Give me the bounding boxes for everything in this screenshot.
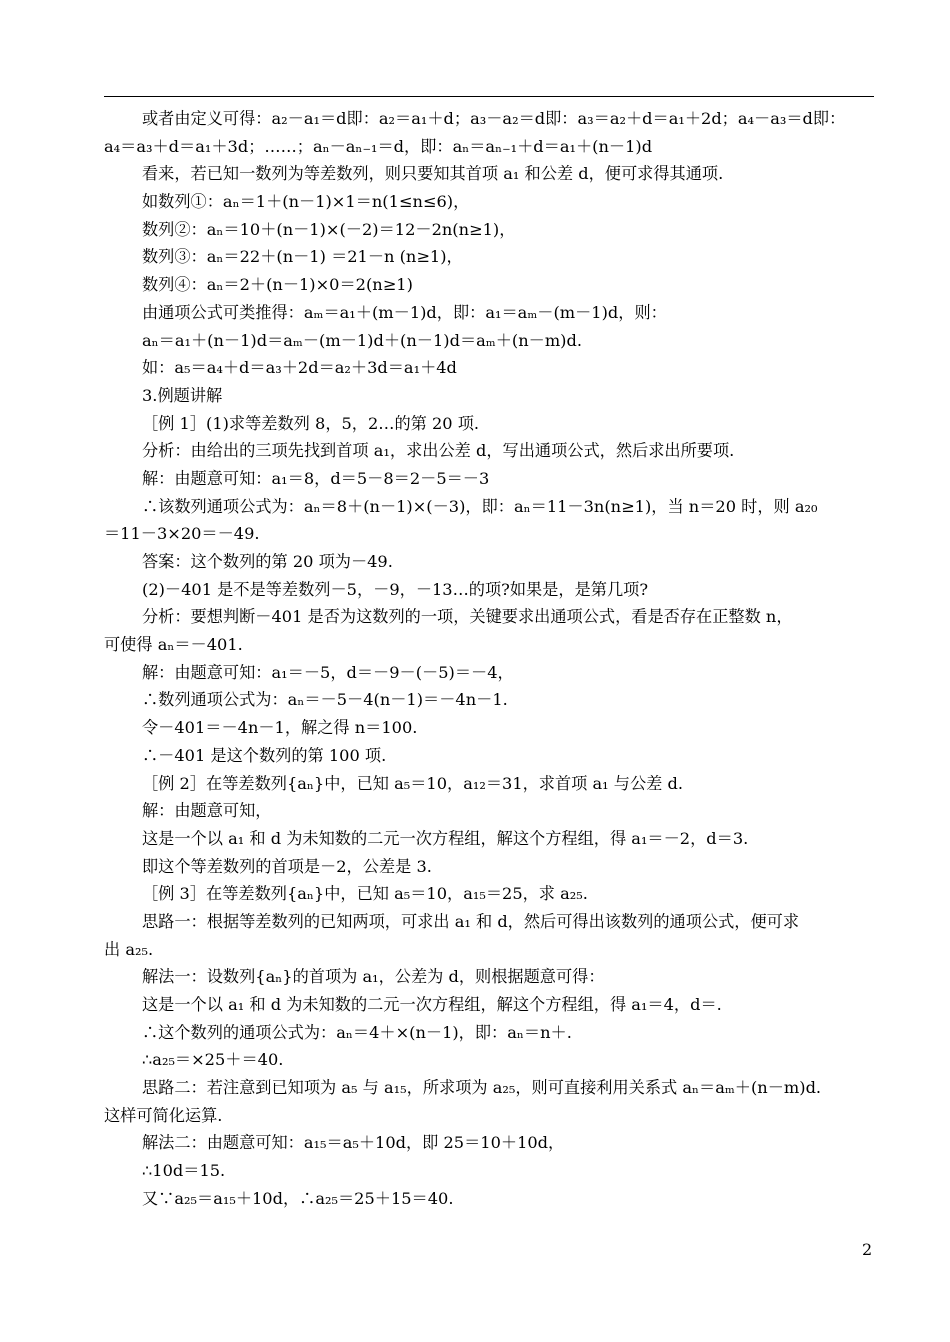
text-line: 解：由题意可知， xyxy=(142,801,272,821)
text-line: 数列②：aₙ＝10＋(n－1)×(－2)＝12－2n(n≥1)， xyxy=(142,219,516,239)
text-line: ［例 2］在等差数列{aₙ}中，已知 a₅＝10，a₁₂＝31，求首项 a₁ 与公差 d. xyxy=(142,773,684,793)
text-line: 分析：由给出的三项先找到首项 a₁，求出公差 d，写出通项公式，然后求出所要项. xyxy=(142,441,735,461)
text-line: ∴数列通项公式为：aₙ＝－5－4(n－1)＝－4n－1. xyxy=(142,690,508,710)
text-line: 可使得 aₙ＝－401. xyxy=(104,635,243,655)
text-line: ∴10d＝15. xyxy=(142,1161,226,1181)
text-line: 出 a₂₅. xyxy=(104,939,154,959)
text-line: ∴这个数列的通项公式为：aₙ＝4＋×(n－1)，即：aₙ＝n＋. xyxy=(142,1022,572,1042)
text-line: ∴该数列通项公式为：aₙ＝8＋(n－1)×(－3)，即：aₙ＝11－3n(n≥1)，当 n＝20 时，则 a₂₀ xyxy=(142,496,818,516)
text-line: ［例 3］在等差数列{aₙ}中，已知 a₅＝10，a₁₅＝25，求 a₂₅. xyxy=(142,884,588,904)
text-line: 或者由定义可得：a₂－a₁＝d即：a₂＝a₁＋d；a₃－a₂＝d即：a₃＝a₂＋d＝a₁＋2d；a₄－a₃＝d即： xyxy=(142,109,846,128)
text-line: 解法二：由题意可知：a₁₅＝a₅＋10d，即 25＝10＋10d， xyxy=(142,1133,565,1153)
text-line: 解：由题意可知：a₁＝8，d＝5－8＝2－5＝－3 xyxy=(142,468,490,488)
text-line: 思路一：根据等差数列的已知两项，可求出 a₁ 和 d，然后可得出该数列的通项公式，便可求 xyxy=(142,911,800,931)
text-line: 解法一：设数列{aₙ}的首项为 a₁，公差为 d，则根据题意可得： xyxy=(142,967,605,987)
text-line: 解：由题意可知：a₁＝－5，d＝－9－(－5)＝－4， xyxy=(142,662,514,682)
text-line: 看来，若已知一数列为等差数列，则只要知其首项 a₁ 和公差 d，便可求得其通项. xyxy=(142,164,724,184)
text-line: 分析：要想判断－401 是否为这数列的一项，关键要求出通项公式，看是否存在正整数 n， xyxy=(142,607,793,627)
text-line: 答案：这个数列的第 20 项为－49. xyxy=(142,552,393,571)
text-line: (2)－401 是不是等差数列－5，－9，－13…的项?如果是，是第几项? xyxy=(142,579,649,599)
text-line: 数列③：aₙ＝22＋(n－1) ＝21－n (n≥1)， xyxy=(142,247,463,267)
document-body xyxy=(104,105,879,1213)
text-line: ＝11－3×20＝－49. xyxy=(104,524,260,544)
text-line: 数列④：aₙ＝2＋(n－1)×0＝2(n≥1) xyxy=(142,275,413,295)
text-line: 如数列①：aₙ＝1＋(n－1)×1＝n(1≤n≤6)， xyxy=(142,192,470,212)
text-line: ∴－401 是这个数列的第 100 项. xyxy=(142,745,387,765)
text-line: a₄＝a₃＋d＝a₁＋3d；……；aₙ－aₙ₋₁＝d，即：aₙ＝aₙ₋₁＋d＝a₁＋(n－1)d xyxy=(104,136,653,156)
text-line: aₙ＝a₁＋(n－1)d＝aₘ－(m－1)d＋(n－1)d＝aₘ＋(n－m)d. xyxy=(142,330,583,350)
text-line: 又∵a₂₅＝a₁₅＋10d，∴a₂₅＝25＋15＝40. xyxy=(142,1188,454,1208)
text-line: 3.例题讲解 xyxy=(142,385,223,405)
text-line: 即这个等差数列的首项是－2，公差是 3. xyxy=(142,856,432,876)
text-line: 思路二：若注意到已知项为 a₅ 与 a₁₅，所求项为 a₂₅，则可直接利用关系式 aₙ＝aₘ＋(n－m)d. xyxy=(142,1078,822,1098)
text-line: 这是一个以 a₁ 和 d 为未知数的二元一次方程组，解这个方程组，得 a₁＝4，d＝. xyxy=(142,995,722,1014)
text-line: 由通项公式可类推得：aₘ＝a₁＋(m－1)d，即：a₁＝aₘ－(m－1)d，则： xyxy=(142,302,667,322)
text-line: 这是一个以 a₁ 和 d 为未知数的二元一次方程组，解这个方程组，得 a₁＝－2，d＝3. xyxy=(142,828,749,848)
text-line: ［例 1］(1)求等差数列 8，5，2…的第 20 项. xyxy=(142,413,480,433)
text-line: 如：a₅＝a₄＋d＝a₃＋2d＝a₂＋3d＝a₁＋4d xyxy=(142,358,457,378)
page-number: 2 xyxy=(862,1240,873,1259)
text-line: 令－401＝－4n－1，解之得 n＝100. xyxy=(142,718,418,738)
header-rule xyxy=(104,96,874,97)
text-line: ∴a₂₅＝×25＋＝40. xyxy=(142,1050,284,1070)
text-line: 这样可简化运算. xyxy=(104,1105,223,1125)
